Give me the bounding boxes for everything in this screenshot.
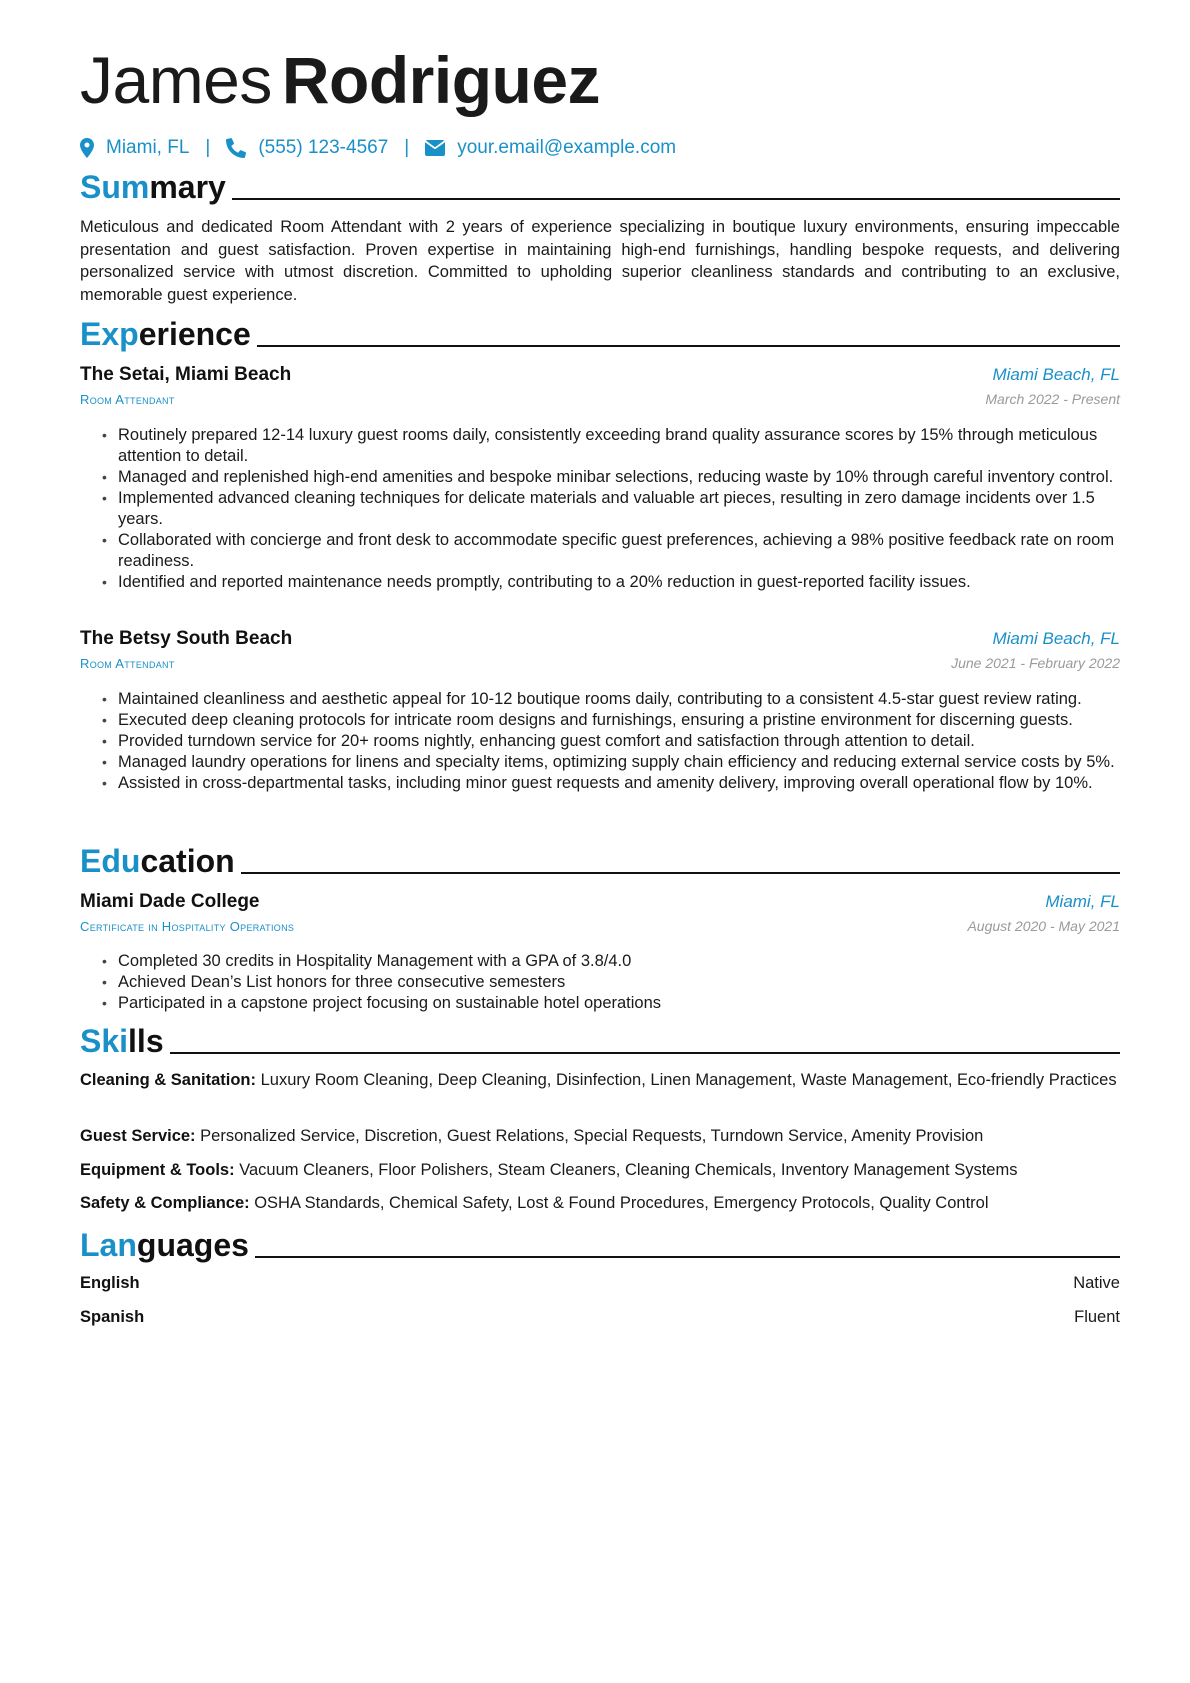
title-rest: erience: [138, 316, 251, 352]
job-organization: The Betsy South Beach: [80, 628, 293, 649]
section-title: [80, 315, 251, 353]
skill-category: Cleaning & Sanitation:: [80, 1071, 257, 1089]
section-title: [80, 1022, 164, 1060]
list-item: • Executed deep cleaning protocols for intricate room designs and furnishings, ensuring a pristine environment for discerning guests.: [80, 710, 1120, 731]
skill-row: [80, 1069, 1120, 1091]
school-name: Miami Dade College: [80, 891, 260, 912]
job-role: Room Attendant: [80, 656, 175, 671]
skill-category: Guest Service:: [80, 1127, 196, 1145]
envelope-icon: [425, 140, 445, 156]
phone-icon: [226, 138, 246, 158]
job-location: Miami Beach, FL: [992, 365, 1120, 384]
title-rest: cation: [140, 843, 235, 879]
section-rule: [255, 1256, 1120, 1258]
section-title: [80, 168, 226, 206]
list-item: • Implemented advanced cleaning techniques for delicate materials and valuable art pieces, resulting in zero damage incidents over 1.5 years.: [80, 488, 1120, 530]
candidate-name: [80, 40, 600, 120]
map-pin-icon: [80, 138, 94, 158]
contact-location: [80, 137, 189, 159]
skill-row: [80, 1159, 1120, 1181]
language-level: Native: [1073, 1274, 1120, 1292]
location-text: Miami, FL: [106, 137, 190, 158]
title-rest: guages: [136, 1227, 249, 1263]
list-item: • Collaborated with concierge and front desk to accommodate specific guest preferences, achieving a 98% positive feedback rate on room readiness.: [80, 530, 1120, 572]
experience-heading: [80, 315, 1120, 353]
degree: Certificate in Hospitality Operations: [80, 919, 295, 934]
skill-list: Luxury Room Cleaning, Deep Cleaning, Disinfection, Linen Management, Waste Management, Eco-friendly Practices: [260, 1071, 1117, 1089]
list-item: • Provided turndown service for 20+ rooms nightly, enhancing guest comfort and satisfaction through attention to detail.: [80, 731, 1120, 752]
list-item: • Maintained cleanliness and aesthetic appeal for 10-12 boutique rooms daily, contributing to a consistent 4.5-star guest review rating.: [80, 689, 1120, 710]
education-heading: [80, 842, 1120, 880]
language-row: [80, 1308, 1120, 1332]
section-rule: [241, 872, 1120, 874]
section-title: [80, 842, 235, 880]
skill-category: Safety & Compliance:: [80, 1194, 250, 1212]
skill-list: Personalized Service, Discretion, Guest Relations, Special Requests, Turndown Service, Amenity Provision: [200, 1127, 984, 1145]
list-item: • Achieved Dean’s List honors for three consecutive semesters: [80, 972, 1120, 993]
title-rest: lls: [128, 1023, 164, 1059]
list-item: • Completed 30 credits in Hospitality Management with a GPA of 3.8/4.0: [80, 951, 1120, 972]
skill-category: Equipment & Tools:: [80, 1161, 235, 1179]
summary-text: Meticulous and dedicated Room Attendant with 2 years of experience specializing in boutique luxury environments, ensuring impeccable presentation and guest satisfaction. Proven expertise in maintaining high-end furnishings, handling bespoke requests, and delivering personalized service with utmost discretion. Committed to upholding superior cleanliness standards and contributing to an exclusive, memorable guest experience.: [80, 218, 1120, 304]
skill-row: [80, 1192, 1120, 1214]
last-name: Rodriguez: [281, 43, 601, 117]
email-text: your.email@example.com: [457, 137, 677, 158]
section-rule: [257, 345, 1120, 347]
list-item: • Managed and replenished high-end amenities and bespoke minibar selections, reducing waste by 10% through careful inventory control.: [80, 467, 1120, 488]
contact-email[interactable]: [425, 137, 676, 159]
section-rule: [170, 1052, 1120, 1054]
title-rest: mary: [149, 169, 226, 205]
school-location: Miami, FL: [1045, 892, 1120, 911]
title-highlight: Lan: [80, 1227, 137, 1263]
list-item: • Managed laundry operations for linens and specialty items, optimizing supply chain efficiency and reducing external service costs by 5%.: [80, 752, 1120, 773]
contact-bar: [80, 134, 676, 162]
skill-row: [80, 1125, 1120, 1147]
job-role: Room Attendant: [80, 392, 175, 407]
contact-separator: |: [404, 137, 410, 158]
title-highlight: Ski: [80, 1023, 129, 1059]
skill-list: Vacuum Cleaners, Floor Polishers, Steam Cleaners, Cleaning Chemicals, Inventory Management Systems: [239, 1161, 1018, 1179]
language-level: Fluent: [1074, 1308, 1120, 1326]
first-name: James: [80, 43, 272, 117]
list-item: • Identified and reported maintenance needs promptly, contributing to a 20% reduction in guest-reported facility issues.: [80, 572, 1120, 593]
job-bullets: [80, 689, 1120, 794]
job-dates: June 2021 - February 2022: [951, 655, 1120, 671]
education-bullets: [80, 951, 1120, 1014]
education-dates: August 2020 - May 2021: [967, 918, 1120, 934]
skills-heading: [80, 1022, 1120, 1060]
job-organization: The Setai, Miami Beach: [80, 364, 292, 385]
phone-text: (555) 123-4567: [258, 137, 389, 158]
title-highlight: Sum: [80, 169, 150, 205]
language-name: English: [80, 1274, 140, 1292]
job-location: Miami Beach, FL: [992, 629, 1120, 648]
list-item: • Assisted in cross-departmental tasks, including minor guest requests and amenity delivery, improving overall operational flow by 10%.: [80, 773, 1120, 794]
languages-heading: [80, 1226, 1120, 1264]
summary-heading: [80, 168, 1120, 206]
job-dates: March 2022 - Present: [985, 391, 1120, 407]
language-row: [80, 1274, 1120, 1298]
list-item: • Routinely prepared 12-14 luxury guest rooms daily, consistently exceeding brand quality assurance scores by 15% through meticulous attention to detail.: [80, 425, 1120, 467]
title-highlight: Edu: [80, 843, 141, 879]
contact-separator: |: [205, 137, 211, 158]
contact-phone[interactable]: [226, 137, 388, 159]
list-item: • Participated in a capstone project focusing on sustainable hotel operations: [80, 993, 1120, 1014]
section-rule: [232, 198, 1120, 200]
skill-list: OSHA Standards, Chemical Safety, Lost & Found Procedures, Emergency Protocols, Quality Control: [254, 1194, 989, 1212]
section-title: [80, 1226, 249, 1264]
title-highlight: Exp: [80, 316, 139, 352]
language-name: Spanish: [80, 1308, 145, 1326]
job-bullets: [80, 425, 1120, 593]
